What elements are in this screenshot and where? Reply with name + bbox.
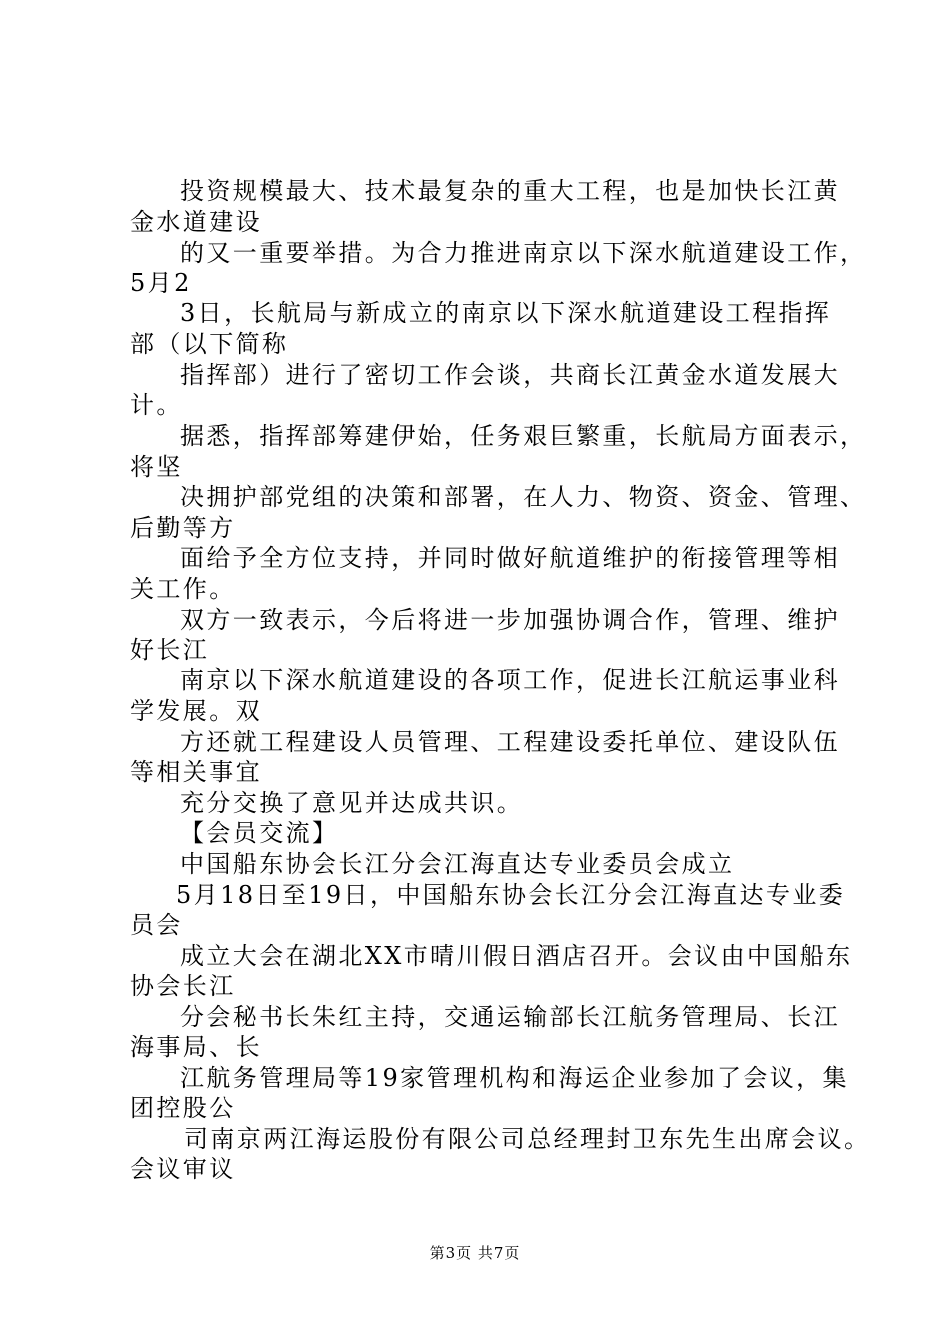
text-line: 指挥部）进行了密切工作会谈，共商长江黄金水道发展大 xyxy=(180,361,840,389)
text-line: 海事局、长 xyxy=(130,1033,262,1061)
text-line: 计。 xyxy=(130,391,183,419)
text-line: 决拥护部党组的决策和部署，在人力、物资、资金、管理、 xyxy=(180,483,867,511)
text-line: 员会 xyxy=(130,911,183,939)
text-line: 充分交换了意见并达成共识。 xyxy=(180,789,524,817)
text-line: 双方一致表示，今后将进一步加强协调合作，管理、维护 xyxy=(180,606,840,634)
text-line: 司南京两江海运股份有限公司总经理封卫东先生出席会议。 xyxy=(184,1125,871,1153)
text-line: 5月2 xyxy=(130,269,192,297)
section-heading: 【会员交流】 xyxy=(180,819,339,847)
text-line: 的又一重要举措。为合力推进南京以下深水航道建设工作， xyxy=(180,239,867,267)
text-line: 面给予全方位支持，并同时做好航道维护的衔接管理等相 xyxy=(180,544,840,572)
text-line: 据悉，指挥部筹建伊始，任务艰巨繁重，长航局方面表示， xyxy=(180,422,867,450)
text-line: 部（以下简称 xyxy=(130,330,289,358)
text-line: 南京以下深水航道建设的各项工作，促进长江航运事业科 xyxy=(180,666,840,694)
text-line: 3日，长航局与新成立的南京以下深水航道建设工程指挥 xyxy=(180,299,832,327)
text-line: 关工作。 xyxy=(130,575,236,603)
text-line: 投资规模最大、技术最复杂的重大工程，也是加快长江黄 xyxy=(180,177,840,205)
page-number-footer: 第3页 共7页 xyxy=(429,1244,521,1262)
text-line: 团控股公 xyxy=(130,1094,236,1122)
text-line: 等相关事宜 xyxy=(130,758,262,786)
text-line: 金水道建设 xyxy=(130,208,262,236)
text-line: 5月18日至19日，中国船东协会长江分会江海直达专业委 xyxy=(176,881,846,909)
text-line: 江航务管理局等19家管理机构和海运企业参加了会议，集 xyxy=(180,1064,849,1092)
text-line: 成立大会在湖北XX市晴川假日酒店召开。会议由中国船东 xyxy=(180,942,853,970)
text-line: 好长江 xyxy=(130,636,210,664)
text-line: 方还就工程建设人员管理、工程建设委托单位、建设队伍 xyxy=(180,728,840,756)
text-line: 会议审议 xyxy=(130,1155,236,1183)
text-line: 分会秘书长朱红主持，交通运输部长江航务管理局、长江 xyxy=(180,1003,840,1031)
text-line: 将坚 xyxy=(130,453,183,481)
text-line: 学发展。双 xyxy=(130,697,262,725)
text-line: 后勤等方 xyxy=(130,514,236,542)
text-line: 协会长江 xyxy=(130,972,236,1000)
article-title: 中国船东协会长江分会江海直达专业委员会成立 xyxy=(180,850,735,878)
